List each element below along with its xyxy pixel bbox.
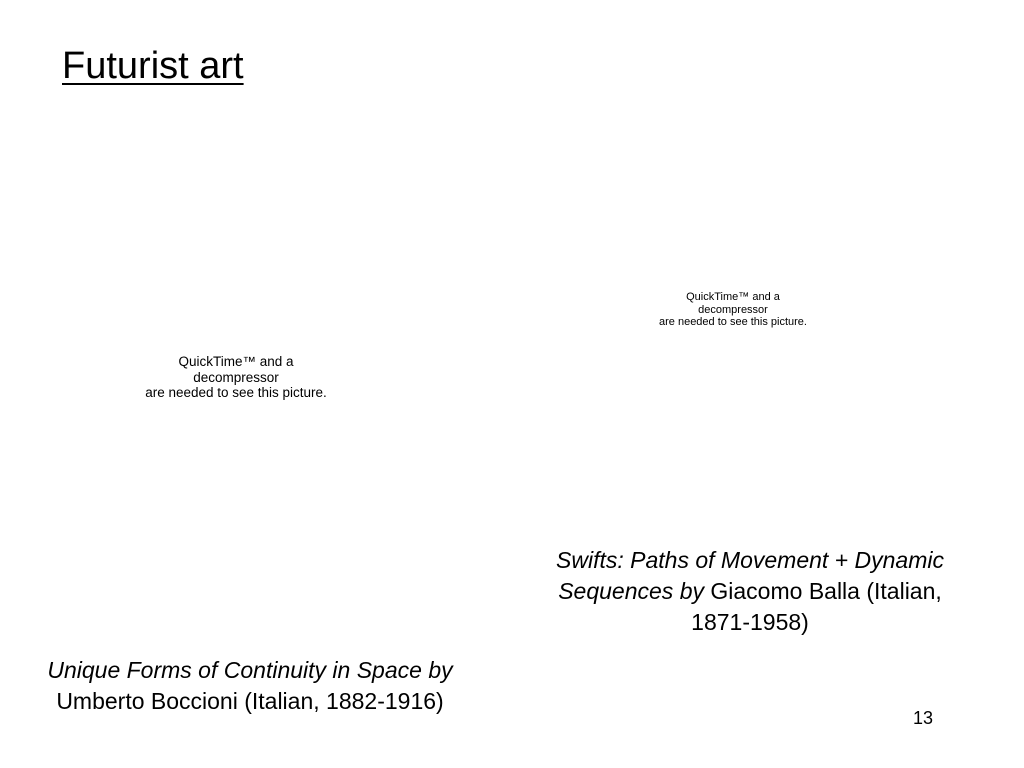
placeholder-line: QuickTime™ and a [178,354,294,369]
placeholder-line: decompressor [698,303,768,316]
artist-info: Giacomo Balla (Italian, 1871-1958) [691,578,942,635]
placeholder-line: are needed to see this picture. [145,385,327,400]
caption-unique-forms [30,655,470,717]
placeholder-line: QuickTime™ and a [686,291,780,303]
artwork-title: Swifts: Paths of Movement + Dynamic Sequences by [556,547,944,604]
page-number: 13 [913,708,934,728]
slide-title: Futurist art [62,45,244,87]
quicktime-placeholder-unique-forms [120,354,352,401]
placeholder-line: decompressor [193,369,279,385]
quicktime-placeholder-swifts [648,291,818,329]
artwork-title: Unique Forms of Continuity in Space by [47,657,453,683]
placeholder-line: are needed to see this picture. [659,316,807,328]
artist-info: Umberto Boccioni (Italian, 1882-1916) [56,688,444,714]
caption-swifts [528,545,972,638]
